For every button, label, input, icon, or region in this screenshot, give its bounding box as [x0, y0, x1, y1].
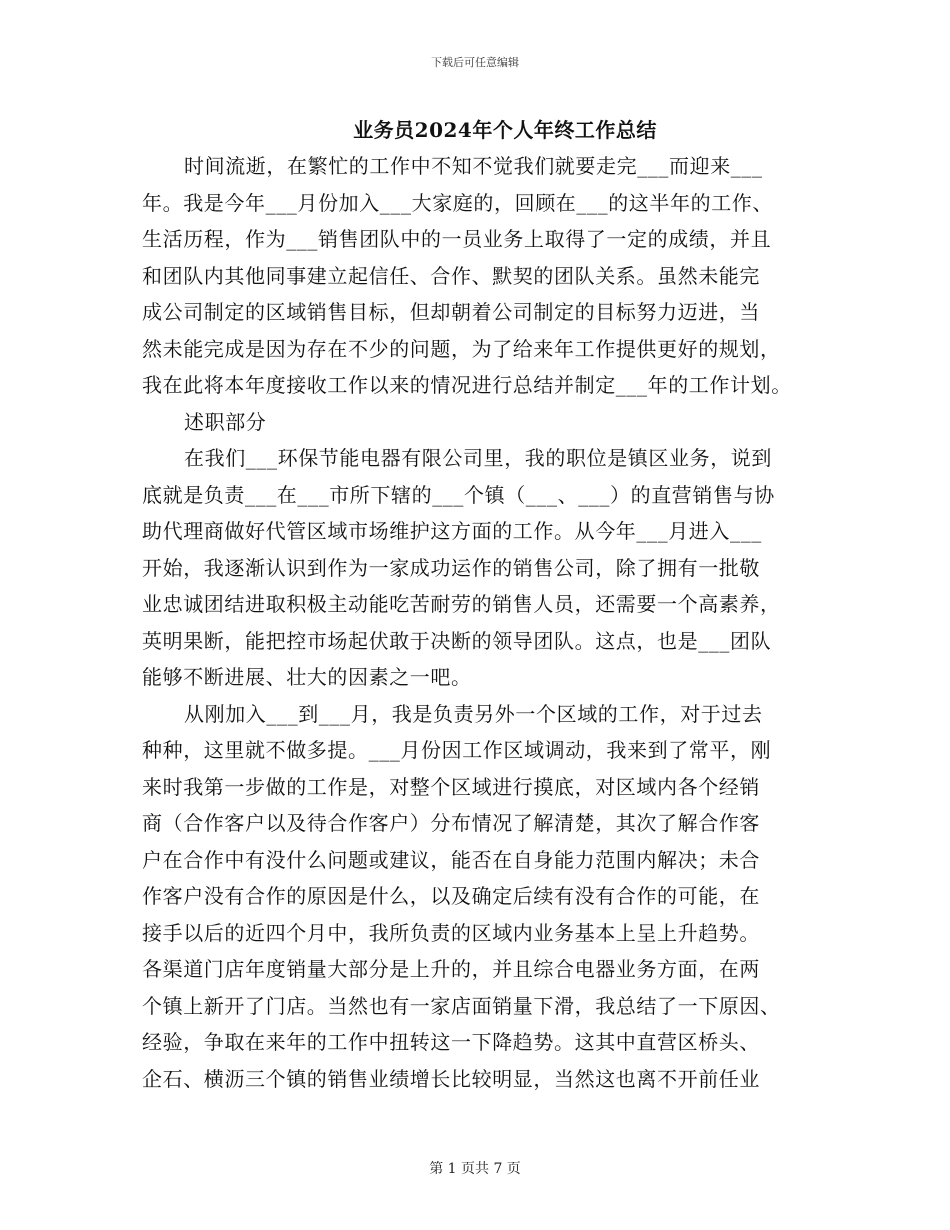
body-line: 商（合作客户以及待合作客户）分布情况了解清楚，其次了解合作客: [142, 811, 760, 835]
body-line: 个镇上新开了门店。当然也有一家店面销量下滑，我总结了一下原因、: [142, 993, 781, 1018]
document-body: [142, 148, 812, 1097]
body-line: 企石、横沥三个镇的销售业绩增长比较明显，当然这也离不开前任业: [142, 1066, 760, 1091]
body-line: 开始，我逐渐认识到作为一家成功运作的销售公司，除了拥有一批敬: [142, 555, 760, 580]
body-line: 种种，这里就不做多提。___月份因工作区域调动，我来到了常平，刚: [142, 738, 772, 762]
body-line: 英明果断，能把控市场起伏敢于决断的领导团队。这点，也是___团队: [142, 628, 772, 653]
body-line: 助代理商做好代管区域市场维护这方面的工作。从今年___月进入___: [142, 519, 762, 543]
body-line: 成公司制定的区域销售目标，但却朝着公司制定的目标努力迈进，当: [142, 300, 760, 324]
body-line: 接手以后的近四个月中，我所负责的区域内业务基本上呈上升趋势。: [142, 920, 760, 945]
body-line: 各渠道门店年度销量大部分是上升的，并且综合电器业务方面，在两: [142, 957, 760, 981]
body-line: 年。我是今年___月份加入___大家庭的，回顾在___的这半年的工作、: [142, 190, 773, 215]
body-line: 我在此将本年度接收工作以来的情况进行总结并制定___年的工作计划。: [142, 373, 792, 397]
page-number: 第 1 页共 7 页: [429, 1161, 521, 1177]
body-line: 从刚加入___到___月，我是负责另外一个区域的工作，对于过去: [184, 701, 763, 726]
body-line: 时间流逝，在繁忙的工作中不知不觉我们就要走完___而迎来___: [184, 154, 763, 178]
document-title: 业务员2024年个人年终工作总结: [353, 118, 657, 142]
body-line: 和团队内其他同事建立起信任、合作、默契的团队关系。虽然未能完: [142, 263, 760, 288]
body-line: 来时我第一步做的工作是，对整个区域进行摸底，对区域内各个经销: [142, 774, 760, 799]
body-line: 业忠诚团结进取积极主动能吃苦耐劳的销售人员，还需要一个高素养，: [142, 592, 781, 616]
body-line: 户在合作中有没什么问题或建议，能否在自身能力范围内解决；未合: [142, 847, 760, 872]
body-line: 经验，争取在来年的工作中扭转这一下降趋势。这其中直营区桥头、: [142, 1030, 760, 1054]
page-header-note: 下载后可任意编辑: [431, 56, 519, 69]
body-line: 在我们___环保节能电器有限公司里，我的职位是镇区业务，说到: [184, 446, 772, 470]
body-line: 作客户没有合作的原因是什么，以及确定后续有没有合作的可能，在: [142, 884, 760, 908]
body-line: 生活历程，作为___销售团队中的一员业务上取得了一定的成绩，并且: [142, 227, 772, 251]
section-heading: 述职部分: [184, 409, 267, 434]
body-line: 然未能完成是因为存在不少的问题，为了给来年工作提供更好的规划，: [142, 336, 781, 361]
body-line: 能够不断进展、壮大的因素之一吧。: [142, 665, 472, 689]
body-line: 底就是负责___在___市所下辖的___个镇（___、___）的直营销售与协: [142, 482, 775, 507]
